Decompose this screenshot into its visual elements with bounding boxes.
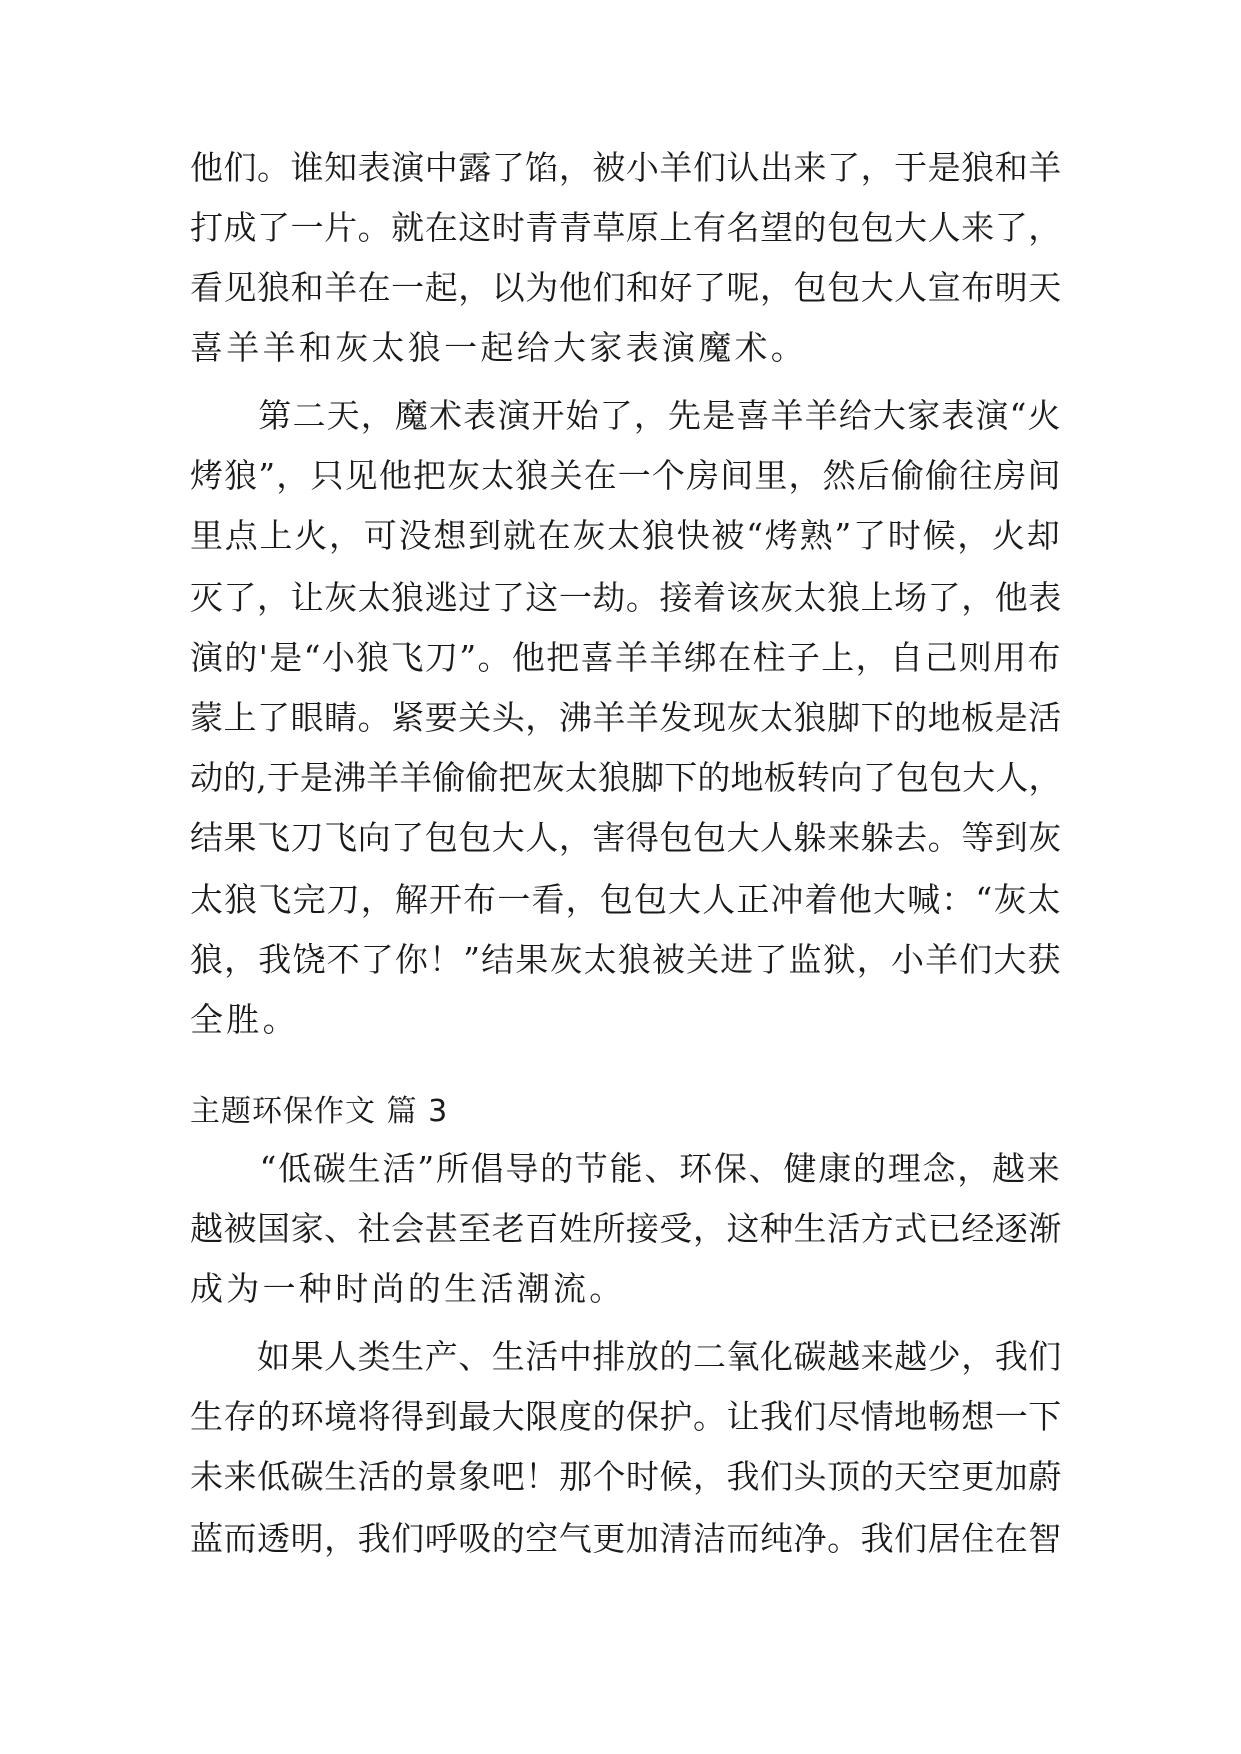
story-paragraph-1-line-1: 他们。谁知表演中露了馅，被小羊们认出来了，于是狼和羊 bbox=[190, 148, 1062, 187]
story-paragraph-2-line-3: 里点上火，可没想到就在灰太狼快被“烤熟”了时候，火却 bbox=[190, 516, 1062, 555]
essay-paragraph-2-line-2: 生存的环境将得到最大限度的保护。让我们尽情地畅想一下 bbox=[190, 1397, 1062, 1436]
story-paragraph-2-line-9: 太狼飞完刀，解开布一看，包包大人正冲着他大喊：“灰太 bbox=[190, 880, 1062, 919]
story-paragraph-2-line-6: 蒙上了眼睛。紧要关头，沸羊羊发现灰太狼脚下的地板是活 bbox=[190, 698, 1062, 737]
story-paragraph-1-line-4: 喜羊羊和灰太狼一起给大家表演魔术。 bbox=[190, 328, 808, 367]
essay-paragraph-2-line-1: 如果人类生产、生活中排放的二氧化碳越来越少，我们 bbox=[190, 1337, 1062, 1376]
story-paragraph-1-line-3: 看见狼和羊在一起，以为他们和好了呢，包包大人宣布明天 bbox=[190, 268, 1062, 307]
essay-paragraph-1-line-3: 成为一种时尚的生活潮流。 bbox=[190, 1269, 626, 1308]
story-paragraph-2-line-2: 烤狼”，只见他把灰太狼关在一个房间里，然后偷偷往房间 bbox=[190, 456, 1062, 495]
essay-heading: 主题环保作文 篇 3 bbox=[190, 1094, 449, 1129]
essay-paragraph-2-line-4: 蓝而透明，我们呼吸的空气更加清洁而纯净。我们居住在智 bbox=[190, 1519, 1062, 1558]
essay-paragraph-1-line-2: 越被国家、社会甚至老百姓所接受，这种生活方式已经逐渐 bbox=[190, 1209, 1062, 1248]
story-paragraph-2-line-11: 全胜。 bbox=[190, 1000, 299, 1039]
story-paragraph-2-line-8: 结果飞刀飞向了包包大人，害得包包大人躲来躲去。等到灰 bbox=[190, 818, 1062, 857]
story-paragraph-2-line-5: 演的'是“小狼飞刀”。他把喜羊羊绑在柱子上，自己则用布 bbox=[190, 638, 1062, 677]
story-paragraph-2-line-4: 灭了，让灰太狼逃过了这一劫。接着该灰太狼上场了，他表 bbox=[190, 578, 1062, 617]
story-paragraph-2-line-1: 第二天，魔术表演开始了，先是喜羊羊给大家表演“火 bbox=[190, 396, 1062, 435]
essay-paragraph-2-line-3: 未来低碳生活的景象吧！那个时候，我们头顶的天空更加蔚 bbox=[190, 1457, 1062, 1496]
story-paragraph-2-line-10: 狼，我饶不了你！”结果灰太狼被关进了监狱，小羊们大获 bbox=[190, 940, 1062, 979]
story-paragraph-1-line-2: 打成了一片。就在这时青青草原上有名望的包包大人来了， bbox=[190, 208, 1062, 247]
story-paragraph-2-line-7: 动的,于是沸羊羊偷偷把灰太狼脚下的地板转向了包包大人， bbox=[190, 758, 1062, 797]
essay-paragraph-1-line-1: “低碳生活”所倡导的节能、环保、健康的理念，越来 bbox=[190, 1149, 1062, 1188]
